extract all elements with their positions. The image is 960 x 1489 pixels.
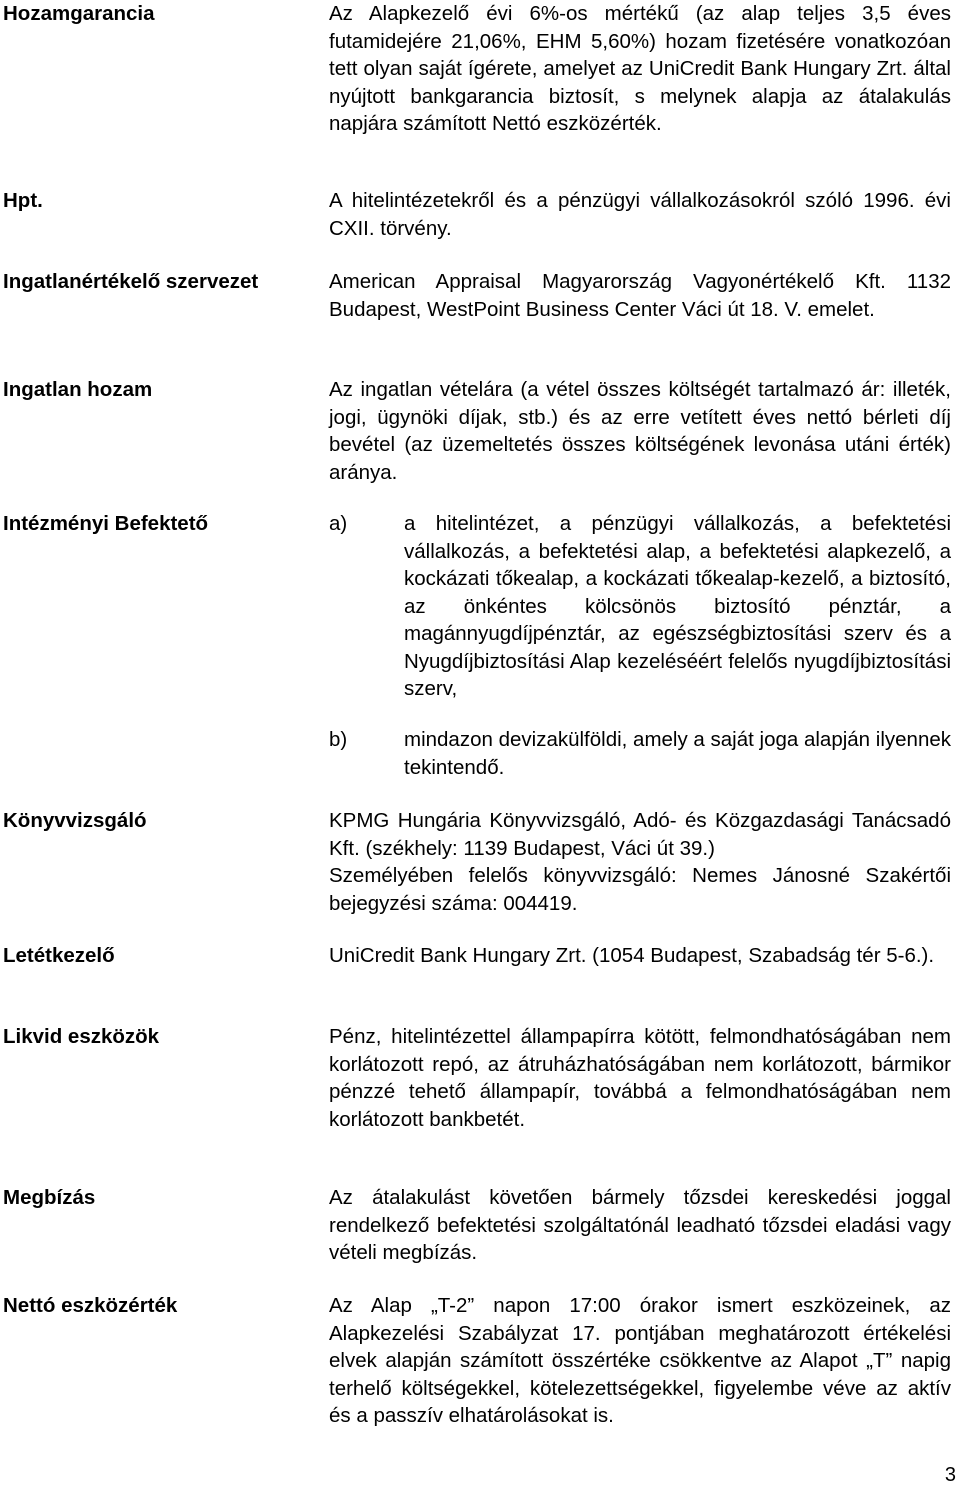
page-number: 3 [944,1464,956,1486]
definition-likvid-eszkozok: Pénz, hitelintézettel állampapírra kötött, felmondhatóságában nem korlátozott repó, az átruházhatóságában nem korlátozott, bármikor pénzzé tehető állampapír, továbbá a felmondhatóságában nem korlátozott bankbetét. [329,1025,951,1131]
definition-ingatlan-hozam: Az ingatlan vételára (a vétel összes költségét tartalmazó ár: illeték, jogi, ügynöki díjak, stb.) és az erre vetített éves nettó bérleti díj bevétel (az üzemeltetés összes költségének levonása utáni érték) aránya. [329,378,951,484]
term-ingatlan-hozam: Ingatlan hozam [3,378,153,401]
term-hozamgarancia: Hozamgarancia [3,2,155,25]
term-megbizas: Megbízás [3,1186,96,1209]
term-letetkezelo: Letétkezelő [3,944,115,967]
subitem-marker-a: a) [329,512,348,535]
term-likvid-eszkozok: Likvid eszközök [3,1025,160,1048]
subitem-text-a: a hitelintézet, a pénzügyi vállalkozás, a befektetési vállalkozás, a befektetési alap, a befektetési alapkezelő, a kockázati tőkealap, a kockázati tőkealap-kezelő, a biztosító, az önkéntes kölcsönös biztosító pénztár, a magánnyugdíjpénztár, az egészségbiztosítási szerv és a Nyugdíjbiztosítási Alap kezeléséért felelős nyugdíjbiztosítási szerv, [404,512,951,700]
definition-konyvvizsgalo [329,807,951,917]
auditor-person-line: Személyében felelős könyvvizsgáló: Nemes Jánosné Szakértői bejegyzési száma: 004419. [329,864,951,915]
definition-hozamgarancia: Az Alapkezelő évi 6%-os mértékű (az alap teljes 3,5 éves futamidejére 21,06%, EHM 5,60%) hozam fizetésére vonatkozóan tett olyan saját ígérete, amelyet az UniCredit Bank Hungary Zrt. által nyújtott bankgarancia biztosít, s melynek alapja az átalakulás napjára számított Nettó eszközérték. [329,2,951,135]
subitem-marker-b: b) [329,728,348,751]
definition-megbizas: Az átalakulást követően bármely tőzsdei kereskedési joggal rendelkező befektetési szolgáltatónál leadható tőzsdei eladási vagy vételi megbízás. [329,1186,951,1264]
term-hpt: Hpt. [3,189,43,212]
term-netto-eszkozertek: Nettó eszközérték [3,1294,178,1317]
subitem-text-b: mindazon devizakülföldi, amely a saját joga alapján ilyennek tekintendő. [404,728,951,779]
definition-ingatlanertekelo: American Appraisal Magyarország Vagyonértékelő Kft. 1132 Budapest, WestPoint Business Center Váci út 18. V. emelet. [329,270,951,321]
term-ingatlanertekelo: Ingatlanértékelő szervezet [3,270,259,293]
auditor-firm-line: KPMG Hungária Könyvvizsgáló, Adó- és Közgazdasági Tanácsadó Kft. (székhely: 1139 Budapest, Váci út 39.) [329,809,951,860]
definition-letetkezelo: UniCredit Bank Hungary Zrt. (1054 Budapest, Szabadság tér 5-6.). [329,944,935,967]
term-konyvvizsgalo: Könyvvizsgáló [3,809,147,832]
definition-netto-eszkozertek: Az Alap „T-2” napon 17:00 órakor ismert eszközeinek, az Alapkezelési Szabályzat 17. pontjában meghatározott értékelési elvek alapján számított összértéke csökkentve az Alapot „T” napig terhelő költségekkel, kötelezettségekkel, figyelembe véve az aktív és a passzív elhatárolásokat is. [329,1294,951,1427]
definition-hpt: A hitelintézetekről és a pénzügyi vállalkozásokról szóló 1996. évi CXII. törvény. [329,189,951,240]
term-intezmenyi-befekteto: Intézményi Befektető [3,512,209,535]
